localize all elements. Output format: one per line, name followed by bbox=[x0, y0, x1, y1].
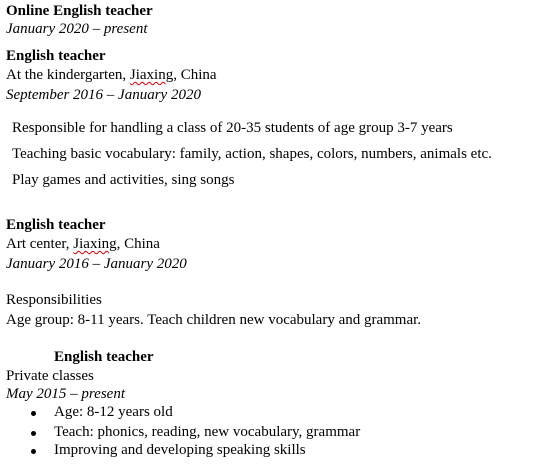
duty-item: Play games and activities, sing songs bbox=[12, 172, 235, 188]
bullet-icon bbox=[31, 449, 36, 454]
job-dates: January 2020 – present bbox=[6, 21, 148, 37]
place-prefix: Art center, bbox=[6, 236, 74, 252]
job-title: Online English teacher bbox=[6, 3, 153, 19]
bullet-icon bbox=[31, 411, 36, 416]
responsibilities-text: Age group: 8-11 years. Teach children new vocabulary and grammar. bbox=[6, 312, 422, 328]
job-place: Private classes bbox=[6, 368, 94, 384]
list-item: Teach: phonics, reading, new vocabulary, grammar bbox=[54, 424, 361, 440]
responsibilities-heading: Responsibilities bbox=[6, 292, 102, 308]
place-suffix: , China bbox=[173, 67, 217, 83]
duty-item: Teaching basic vocabulary: family, action, shapes, colors, numbers, animals etc. bbox=[12, 146, 492, 162]
job-place bbox=[6, 235, 160, 254]
job-dates: May 2015 – present bbox=[6, 386, 126, 402]
duty-item: Responsible for handling a class of 20-35 students of age group 3-7 years bbox=[12, 120, 453, 136]
place-city: Jiaxing bbox=[73, 236, 117, 252]
place-prefix: At the kindergarten, bbox=[6, 67, 130, 83]
bullet-icon bbox=[31, 431, 36, 436]
list-item: Age: 8-12 years old bbox=[54, 404, 173, 420]
job-dates: September 2016 – January 2020 bbox=[6, 87, 201, 103]
place-suffix: , China bbox=[116, 236, 160, 252]
job-title: English teacher bbox=[6, 48, 106, 64]
list-item: Improving and developing speaking skills bbox=[54, 442, 306, 458]
job-title: English teacher bbox=[6, 217, 106, 233]
job-place bbox=[6, 66, 217, 85]
job-dates: January 2016 – January 2020 bbox=[6, 256, 187, 272]
job-title: English teacher bbox=[54, 349, 154, 365]
place-city: Jiaxing bbox=[129, 67, 174, 83]
